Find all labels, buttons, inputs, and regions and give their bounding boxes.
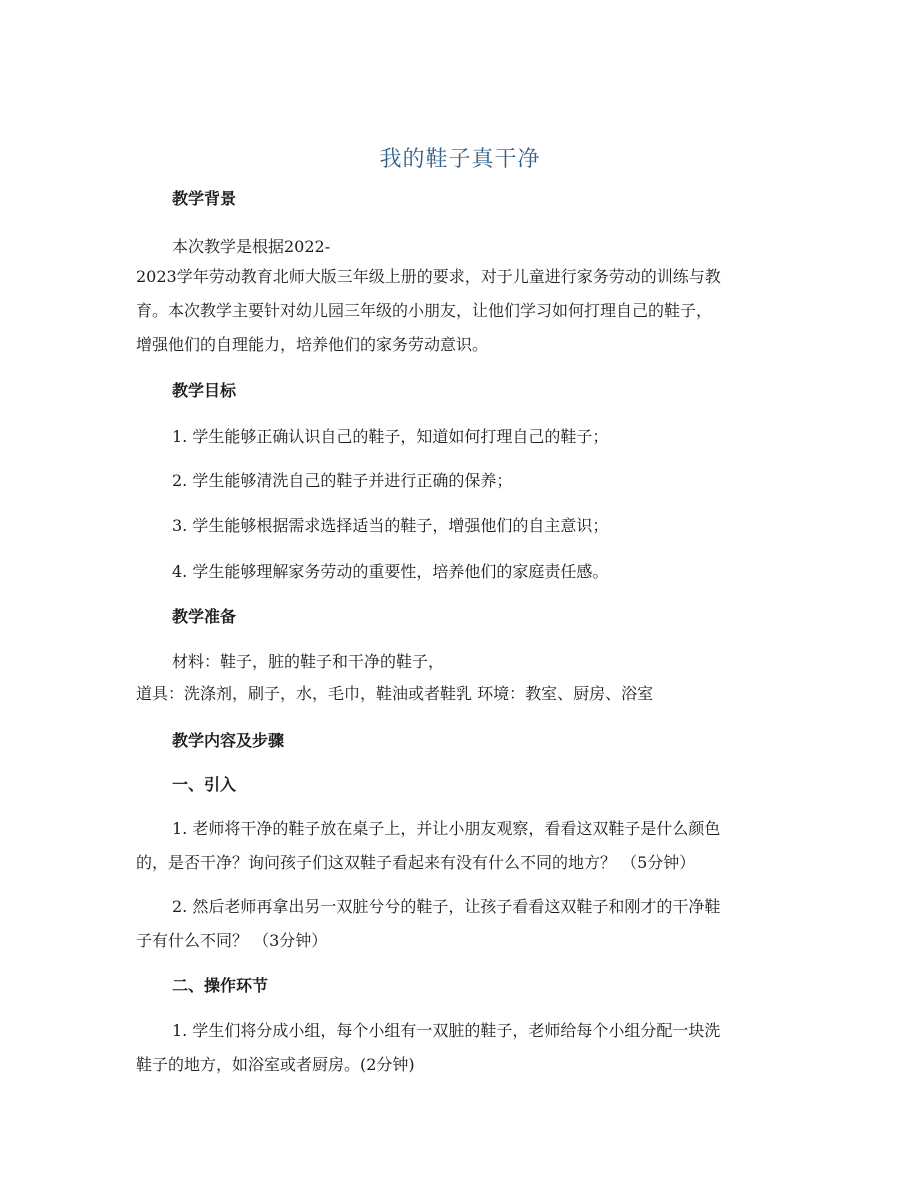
goal-item-2: 2. 学生能够清洗自己的鞋子并进行正确的保养； bbox=[172, 471, 513, 490]
goal-item-1: 1. 学生能够正确认识自己的鞋子，知道如何打理自己的鞋子； bbox=[172, 427, 609, 446]
background-line-4: 增强他们的自理能力，培养他们的家务劳动意识。 bbox=[136, 335, 489, 354]
heading-operation: 二、操作环节 bbox=[172, 976, 269, 995]
background-line-1: 本次教学是根据2022- bbox=[172, 237, 331, 256]
heading-intro: 一、引入 bbox=[172, 775, 237, 794]
intro-step2-line-2: 子有什么不同？ （3分钟） bbox=[136, 931, 328, 950]
preparation-line-1: 材料：鞋子，脏的鞋子和干净的鞋子， bbox=[172, 652, 445, 671]
heading-preparation: 教学准备 bbox=[172, 607, 237, 626]
document-title: 我的鞋子真干净 bbox=[379, 147, 541, 172]
heading-content: 教学内容及步骤 bbox=[172, 731, 285, 750]
goal-item-4: 4. 学生能够理解家务劳动的重要性，培养他们的家庭责任感。 bbox=[172, 562, 609, 581]
intro-step1-line-2: 的，是否干净？询问孩子们这双鞋子看起来有没有什么不同的地方？ （5分钟） bbox=[136, 853, 696, 872]
background-line-2: 2023学年劳动教育北师大版三年级上册的要求，对于儿童进行家务劳动的训练与教 bbox=[136, 267, 721, 286]
operation-step1-line-2: 鞋子的地方，如浴室或者厨房。(2分钟) bbox=[136, 1055, 415, 1074]
heading-background: 教学背景 bbox=[172, 189, 237, 208]
heading-goals: 教学目标 bbox=[172, 381, 237, 400]
goal-item-3: 3. 学生能够根据需求选择适当的鞋子，增强他们的自主意识； bbox=[172, 516, 609, 535]
intro-step2-line-1: 2. 然后老师再拿出另一双脏兮兮的鞋子，让孩子看看这双鞋子和刚才的干净鞋 bbox=[172, 897, 721, 916]
intro-step1-line-1: 1. 老师将干净的鞋子放在桌子上，并让小朋友观察，看看这双鞋子是什么颜色 bbox=[172, 819, 721, 838]
preparation-line-2: 道具：洗涤剂，刷子，水，毛巾，鞋油或者鞋乳 环境：教室、厨房、浴室 bbox=[136, 684, 654, 703]
operation-step1-line-1: 1. 学生们将分成小组，每个小组有一双脏的鞋子，老师给每个小组分配一块洗 bbox=[172, 1021, 721, 1040]
background-line-3: 育。本次教学主要针对幼儿园三年级的小朋友，让他们学习如何打理自己的鞋子， bbox=[136, 301, 713, 320]
